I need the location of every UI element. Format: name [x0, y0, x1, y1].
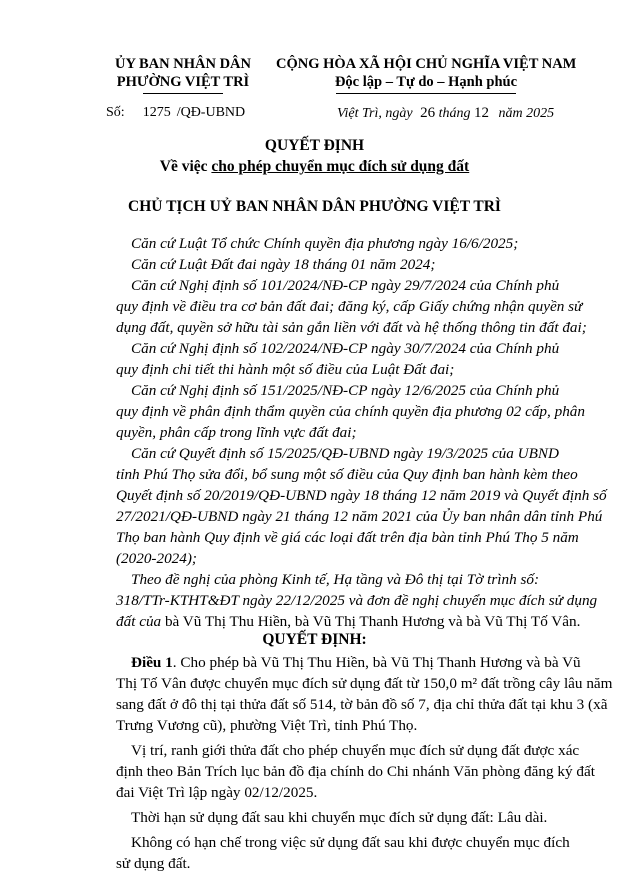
preamble-line: quyền, phân cấp trong lĩnh vực đất đai;: [116, 424, 357, 441]
doc-number-value: 1275: [142, 105, 171, 120]
preamble-line: tỉnh Phú Thọ sửa đổi, bổ sung một số điều của Quy định ban hành kèm theo: [116, 466, 578, 483]
article-1-label: Điều 1: [131, 654, 173, 671]
subtitle-underlined: cho phép chuyển mục đích sử dụng đất: [211, 158, 470, 175]
preamble-line: Căn cứ Nghị định số 101/2024/NĐ-CP ngày 29/7/2024 của Chính phủ: [131, 277, 560, 294]
article-1-line: sử dụng đất.: [116, 855, 191, 872]
preamble-line: 27/2021/QĐ-UBND ngày 21 tháng 12 năm 2021 của Ủy ban nhân dân tỉnh Phú: [116, 508, 603, 525]
doc-number: [106, 105, 245, 121]
preamble-line: Căn cứ Nghị định số 151/2025/NĐ-CP ngày 12/6/2025 của Chính phủ: [131, 382, 560, 399]
article-1-line: định theo Bản Trích lục bản đồ địa chính do Chi nhánh Văn phòng đăng ký đất: [116, 763, 595, 780]
preamble-line: Căn cứ Luật Tổ chức Chính quyền địa phương ngày 16/6/2025;: [131, 235, 519, 252]
year-label: năm 2025: [498, 106, 555, 121]
preamble-line: quy định chi tiết thi hành một số điều của Luật Đất đai;: [116, 361, 455, 378]
article-1-text: . Cho phép bà Vũ Thị Thu Hiền, bà Vũ Thị Thanh Hương và bà Vũ: [172, 654, 581, 671]
doc-number-label: Số:: [106, 105, 125, 120]
preamble-line: Quyết định số 20/2019/QĐ-UBND ngày 18 tháng 12 năm 2019 và Quyết định số: [116, 487, 607, 504]
article-1-line: sang đất ở đô thị tại thửa đất số 514, tờ bản đồ số 7, địa chỉ thửa đất tại khu 3 (xã: [116, 696, 608, 713]
preamble-line: Căn cứ Luật Đất đai ngày 18 tháng 01 năm 2024;: [131, 256, 436, 273]
issuing-org-line2: PHƯỜNG VIỆT TRÌ: [116, 74, 250, 90]
date-month: 12: [473, 105, 489, 121]
article-1-line: [131, 654, 581, 672]
preamble-line: Căn cứ Quyết định số 15/2025/QĐ-UBND ngày 19/3/2025 của UBND: [131, 445, 560, 462]
preamble-line: quy định về phân định thẩm quyền của chính quyền địa phương 02 cấp, phân: [116, 403, 585, 420]
national-motto: Độc lập – Tự do – Hạnh phúc: [334, 74, 518, 90]
decision-heading: QUYẾT ĐỊNH:: [262, 631, 367, 648]
preamble-line-italic: đất của: [116, 613, 162, 630]
national-title: CỘNG HÒA XÃ HỘI CHỦ NGHĨA VIỆT NAM: [276, 56, 577, 72]
preamble-line: Theo đề nghị của phòng Kinh tế, Hạ tầng và Đô thị tại Tờ trình số:: [131, 571, 540, 588]
issuing-org-line1: ỦY BAN NHÂN DÂN: [114, 56, 251, 72]
doc-number-suffix: /QĐ-UBND: [176, 105, 246, 120]
date-day: 26: [420, 105, 436, 121]
preamble-line: 318/TTr-KTHT&ĐT ngày 22/12/2025 và đơn đề nghị chuyển mục đích sử dụng: [116, 592, 598, 609]
motto-underline: [336, 93, 516, 94]
preamble-line: dụng đất, quyền sở hữu tài sản gắn liền với đất và hệ thống thông tin đất đai;: [116, 319, 587, 336]
article-1-line: Thời hạn sử dụng đất sau khi chuyển mục đích sử dụng đất: Lâu dài.: [131, 809, 548, 826]
article-1-line: Trưng Vương cũ), phường Việt Trì, tỉnh Phú Thọ.: [116, 717, 418, 734]
place-date: [337, 105, 554, 122]
document-subtitle: [0, 158, 629, 176]
preamble-line: (2020-2024);: [116, 550, 197, 567]
article-1-line: Không có hạn chế trong việc sử dụng đất sau khi được chuyển mục đích: [131, 834, 570, 851]
issuing-authority: CHỦ TỊCH UỶ BAN NHÂN DÂN PHƯỜNG VIỆT TRÌ: [128, 198, 501, 215]
preamble-line: Thọ ban hành Quy định về giá các loại đất trên địa bàn tỉnh Phú Thọ 5 năm: [116, 529, 579, 546]
applicants-names: bà Vũ Thị Thu Hiền, bà Vũ Thị Thanh Hương và bà Vũ Thị Tố Vân.: [161, 613, 581, 630]
place-date-prefix: Việt Trì, ngày: [337, 106, 413, 121]
preamble-line: Căn cứ Nghị định số 102/2024/NĐ-CP ngày 30/7/2024 của Chính phủ: [131, 340, 560, 357]
preamble-line: [116, 613, 580, 631]
org-underline: [143, 93, 223, 94]
article-1-line: Vị trí, ranh giới thửa đất cho phép chuyển mục đích sử dụng đất được xác: [131, 742, 580, 759]
preamble-line: quy định về điều tra cơ bản đất đai; đăng ký, cấp Giấy chứng nhận quyền sử: [116, 298, 583, 315]
document-title: QUYẾT ĐỊNH: [264, 137, 365, 154]
month-label: tháng: [438, 106, 471, 121]
subtitle-prefix: Về việc: [159, 158, 208, 175]
article-1-line: đai Việt Trì lập ngày 02/12/2025.: [116, 784, 318, 801]
article-1-line: Thị Tố Vân được chuyển mục đích sử dụng đất từ 150,0 m² đất trồng cây lâu năm: [116, 675, 613, 692]
